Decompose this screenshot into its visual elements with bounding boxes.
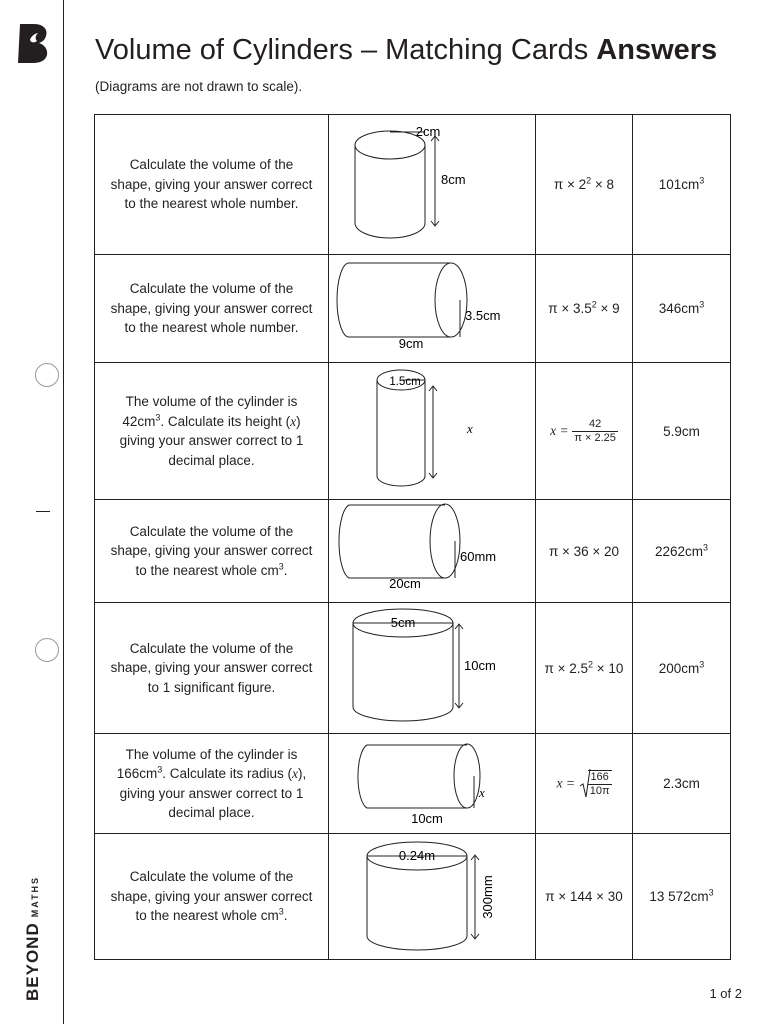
q-text: .	[283, 562, 288, 578]
work-exp: 2	[586, 175, 592, 186]
question-cell	[95, 603, 329, 734]
work-text: π × 36 × 20	[548, 543, 620, 559]
answer-cell	[633, 500, 731, 603]
working-cell	[536, 115, 633, 255]
diagram-cell	[329, 734, 536, 834]
working-cell	[536, 255, 633, 363]
q-text: .	[283, 908, 288, 924]
question-line: shape, giving your answer correct	[110, 660, 313, 676]
q-text: to the nearest whole cm	[135, 562, 279, 578]
answer-cell	[633, 363, 731, 500]
dim-label: 3.5cm	[465, 308, 501, 323]
dim-label: 1.5cm	[389, 376, 421, 388]
work-sqrt	[579, 770, 612, 798]
table-row	[95, 115, 731, 255]
question-cell	[95, 734, 329, 834]
q-text: ),	[298, 766, 307, 781]
table-row	[95, 255, 731, 363]
dim-label: 5cm	[390, 615, 416, 630]
q-text: 166cm	[116, 766, 158, 781]
brand-vertical	[22, 860, 44, 1000]
table-row	[95, 734, 731, 834]
frac-den: π × 2.25	[574, 431, 616, 444]
q-exp: 3	[155, 412, 161, 422]
question-line: decimal place.	[168, 452, 255, 468]
question-line: to 1 significant figure.	[147, 679, 276, 695]
question-line: The volume of the cylinder is	[125, 746, 298, 762]
punch-hole-bottom	[35, 638, 59, 662]
question-cell	[95, 255, 329, 363]
question-line: Calculate the volume of the	[129, 157, 294, 173]
work-text: × 9	[596, 301, 620, 316]
diagram-cell	[329, 115, 536, 255]
answer-cell	[633, 255, 731, 363]
table-row	[95, 500, 731, 603]
question-line: shape, giving your answer correct	[110, 543, 313, 559]
question-line: shape, giving your answer correct	[110, 176, 313, 192]
dim-label: 60mm	[460, 549, 497, 564]
q-variable: x	[290, 413, 297, 429]
work-text: π × 3.5	[548, 301, 592, 316]
question-line	[95, 412, 328, 432]
q-exp: 3	[278, 561, 284, 572]
dim-label: 20cm	[389, 576, 421, 591]
upright-cylinder-diagram	[329, 603, 535, 733]
work-text: x =	[556, 775, 575, 791]
title-text: Volume of Cylinders – Matching Cards	[95, 34, 589, 66]
answer-text: 5.9cm	[663, 423, 700, 439]
answer-cell	[633, 603, 731, 734]
question-line: shape, giving your answer correct	[110, 300, 313, 316]
q-text: . Calculate its radius (	[162, 766, 293, 781]
answer-exp: 3	[703, 542, 709, 552]
question-cell	[95, 834, 329, 960]
answer-cell	[633, 834, 731, 960]
answer-exp: 3	[699, 175, 705, 186]
page-title	[95, 34, 717, 67]
question-line: giving your answer correct to 1	[119, 433, 304, 448]
question-line: to the nearest whole number.	[124, 196, 299, 212]
table-row	[95, 603, 731, 734]
work-text: π × 144 × 30	[545, 889, 623, 904]
answer-cell	[633, 115, 731, 255]
upright-cylinder-diagram	[329, 363, 535, 499]
q-variable: x	[292, 766, 299, 781]
dim-label: 10cm	[411, 811, 443, 826]
work-fraction	[572, 418, 618, 445]
q-exp: 3	[157, 764, 163, 775]
beyond-logo-icon	[16, 22, 50, 64]
frac-num: 166	[588, 771, 612, 785]
working-cell	[536, 363, 633, 500]
work-text: π × 2.5	[544, 660, 589, 676]
upright-cylinder-diagram	[329, 834, 535, 959]
question-line: The volume of the cylinder is	[125, 394, 298, 409]
q-text: )	[296, 413, 301, 429]
diagram-cell	[329, 603, 536, 734]
table-row	[95, 834, 731, 960]
brand-suffix: MATHS	[30, 875, 40, 918]
margin-line	[63, 0, 64, 1024]
answer-text: 200cm	[658, 660, 700, 676]
work-exp: 2	[591, 299, 597, 310]
dim-label: 2cm	[415, 124, 441, 139]
question-line: Calculate the volume of the	[129, 281, 294, 297]
question-cell	[95, 115, 329, 255]
punch-hole-top	[35, 363, 59, 387]
question-line: giving your answer correct to 1	[119, 785, 304, 801]
work-text: × 8	[591, 177, 615, 192]
answer-exp: 3	[699, 659, 705, 669]
question-line	[95, 561, 328, 581]
dim-label: 9cm	[398, 336, 424, 351]
frac-num: 42	[572, 418, 618, 432]
answer-cell	[633, 734, 731, 834]
question-cell	[95, 500, 329, 603]
sqrt-icon	[579, 768, 591, 798]
work-text: x =	[550, 422, 569, 438]
dim-label: 10cm	[464, 658, 496, 673]
frac-den: 10π	[589, 784, 610, 797]
q-text: 42cm	[122, 413, 156, 429]
question-line: to the nearest whole number.	[124, 320, 299, 336]
working-cell	[536, 734, 633, 834]
dim-label: 300mm	[480, 875, 495, 919]
horizontal-cylinder-diagram	[329, 500, 535, 602]
diagram-cell	[329, 363, 536, 500]
answer-text: 346cm	[658, 301, 700, 316]
upright-cylinder-diagram	[329, 115, 535, 254]
subtitle: (Diagrams are not drawn to scale).	[95, 79, 303, 94]
work-text: × 10	[593, 660, 624, 676]
q-text: to the nearest whole cm	[135, 908, 279, 924]
cards-table	[94, 114, 731, 960]
brand-name: BEYOND	[23, 922, 42, 1001]
question-line: shape, giving your answer correct	[110, 888, 313, 904]
question-line: Calculate the volume of the	[129, 640, 294, 656]
answer-exp: 3	[699, 299, 705, 310]
working-cell	[536, 834, 633, 960]
answer-text: 13 572cm	[649, 889, 709, 904]
q-text: . Calculate its height (	[160, 413, 291, 429]
working-cell	[536, 500, 633, 603]
horizontal-cylinder-diagram	[329, 734, 535, 833]
title-bold: Answers	[596, 34, 718, 66]
work-exp: 2	[588, 659, 594, 669]
dim-label: 8cm	[441, 172, 466, 187]
question-line	[95, 764, 328, 784]
diagram-cell	[329, 834, 536, 960]
question-line: decimal place.	[168, 805, 255, 820]
work-text: π × 2	[553, 177, 587, 192]
horizontal-cylinder-diagram	[329, 255, 535, 362]
dim-label: x	[479, 785, 485, 800]
question-line: Calculate the volume of the	[129, 869, 294, 885]
fold-tick	[36, 511, 50, 512]
question-cell	[95, 363, 329, 500]
answer-text: 2262cm	[654, 543, 703, 559]
dim-label: 0.24m	[398, 848, 436, 863]
page-number: 1 of 2	[709, 986, 742, 1001]
working-cell	[536, 603, 633, 734]
dim-label: x	[467, 421, 473, 436]
answer-exp: 3	[708, 887, 714, 898]
question-line: Calculate the volume of the	[129, 523, 294, 539]
answer-text: 2.3cm	[663, 776, 700, 791]
answer-text: 101cm	[658, 177, 700, 192]
diagram-cell	[329, 500, 536, 603]
q-exp: 3	[278, 906, 284, 917]
table-row	[95, 363, 731, 500]
diagram-cell	[329, 255, 536, 363]
question-line	[95, 906, 328, 926]
